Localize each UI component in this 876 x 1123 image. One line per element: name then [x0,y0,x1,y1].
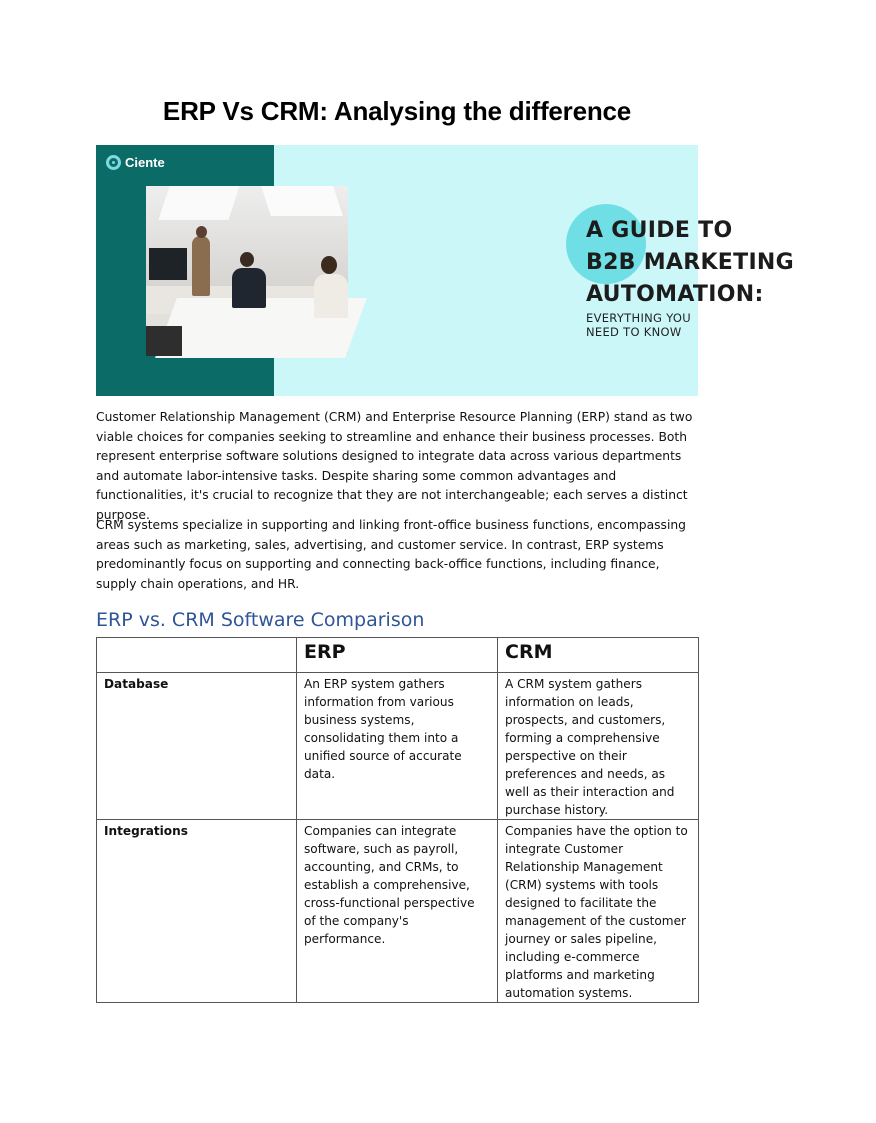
table-row [97,820,699,1003]
attendee-figure [146,326,182,356]
headline-line: AUTOMATION: [586,282,764,307]
row-label-database: Database [97,673,297,820]
meeting-photo [146,186,348,354]
cell-crm-integrations: Companies have the option to integrate Customer Relationship Management (CRM) systems with tools designed to facilitate the management of the customer journey or sales pipeline, including e-commerce platforms and marketing automation systems. [498,820,699,1003]
intro-paragraph: Customer Relationship Management (CRM) and Enterprise Resource Planning (ERP) stand as two viable choices for companies seeking to streamline and enhance their business processes. Both represent enterprise software solutions designed to integrate data across various departments and automate labor-intensive tasks. Despite sharing some common advantages and functionalities, it's crucial to recognize that they are not interchangeable; each serves a distinct purpose. [96,410,693,522]
header-cell-erp: ERP [297,638,498,673]
comparison-table [96,637,699,1003]
attendee-figure [232,268,266,308]
cell-erp-database: An ERP system gathers information from various business systems, consolidating them into a unified source of accurate data. [297,673,498,820]
cell-crm-database: A CRM system gathers information on leads, prospects, and customers, forming a comprehensive perspective on their preferences and needs, as well as their interaction and purchase history. [498,673,699,820]
logo-text: Ciente [125,155,165,170]
section-heading: ERP vs. CRM Software Comparison [96,609,425,631]
banner-subheadline: EVERYTHING YOU NEED TO KNOW [586,311,691,339]
guide-banner-image [96,145,795,396]
ciente-logo-icon [106,155,121,170]
header-cell-empty [97,638,297,673]
cell-erp-integrations: Companies can integrate software, such as payroll, accounting, and CRMs, to establish a comprehensive, cross-functional perspective of the company's performance. [297,820,498,1003]
attendee-figure [314,274,348,318]
presentation-screen [149,248,187,280]
table-row [97,673,699,820]
ciente-logo [106,155,165,170]
row-label-integrations: Integrations [97,820,297,1003]
page-title: ERP Vs CRM: Analysing the difference [162,96,632,126]
header-cell-crm: CRM [498,638,699,673]
second-paragraph: CRM systems specialize in supporting and linking front-office business functions, encompassing areas such as marketing, sales, advertising, and customer service. In contrast, ERP systems predominantly focus on supporting and connecting back-office functions, including finance, supply chain operations, and HR. [96,518,686,591]
table-header-row [97,638,699,673]
presenter-figure [192,236,210,296]
headline-line: B2B MARKETING [586,250,795,275]
headline-line: A GUIDE TO [586,218,733,243]
banner-headline [586,215,876,311]
